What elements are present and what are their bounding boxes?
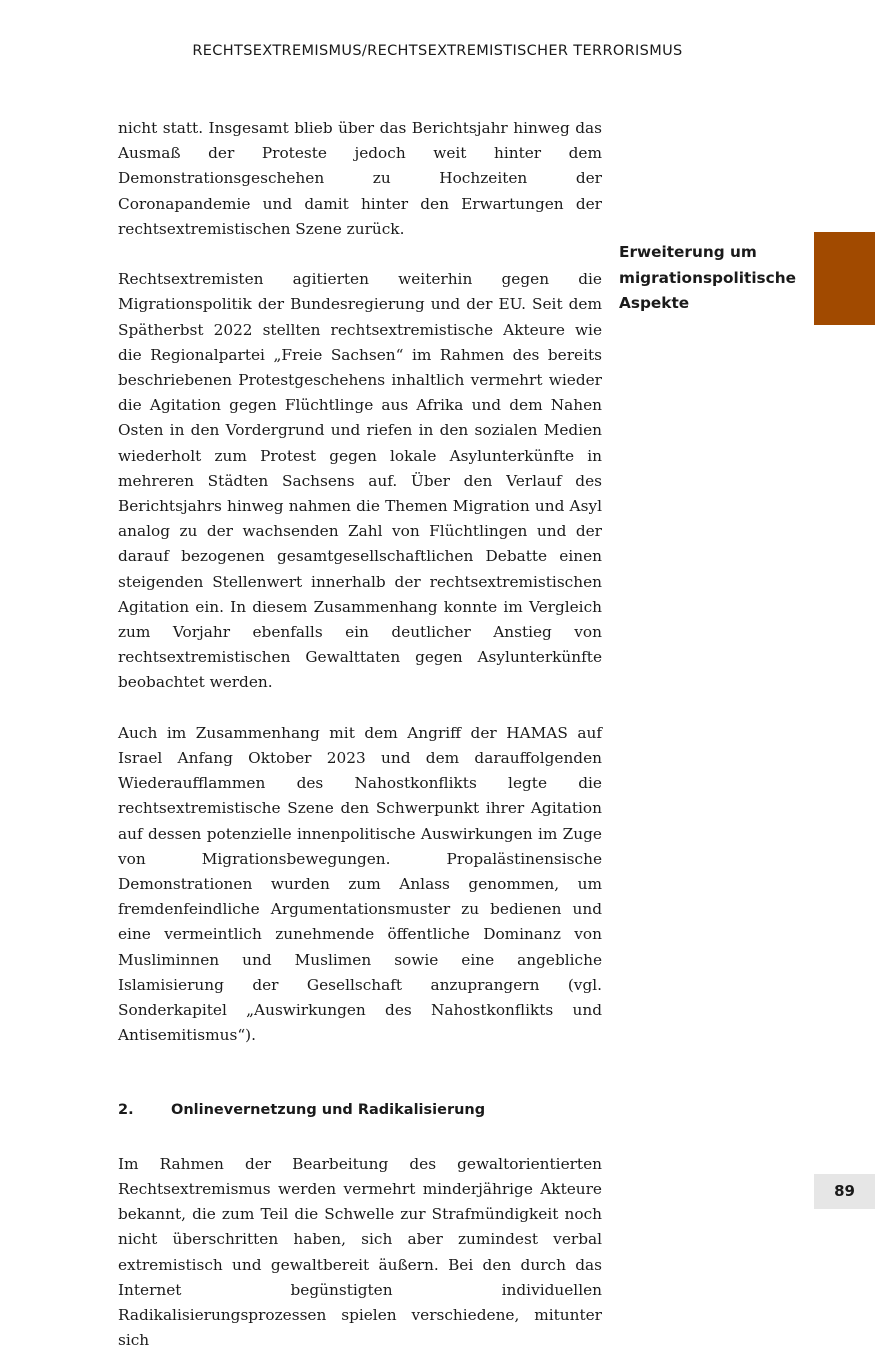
margin-note-line: migrationspolitische: [619, 268, 796, 287]
body-paragraph: nicht statt. Insgesamt blieb über das Berichtsjahr hinweg das Ausmaß der Proteste jedoch weit hinter dem Demonstrationsgeschehen zu Hochzeiten der Coronapandemie und damit hinter den Erwartungen der rechtsextremistischen Szene zurück.: [118, 119, 602, 238]
body-paragraph: Rechtsextremisten agitierten weiterhin gegen die Migrationspolitik der Bundesregierung und der EU. Seit dem Spätherbst 2022 stellten rechtsextremistische Akteure wie die Regionalpartei „Freie Sachsen“ im Rahmen des bereits beschriebenen Protestgeschehens inhaltlich vermehrt wieder die Agitation gegen Flüchtlinge aus Afrika und dem Nahen Osten in den Vordergrund und riefen in den sozialen Medien wiederholt zum Protest gegen lokale Asylunterkünfte in mehreren Städten Sachsens auf. Über den Verlauf des Berichtsjahrs hinweg nahmen die Themen Migration und Asyl analog zu der wachsenden Zahl von Flüchtlingen und der darauf bezogenen gesamtgesellschaftlichen Debatte einen steigenden Stellenwert innerhalb der rechtsextremistischen Agitation ein. In diesem Zusammenhang konnte im Vergleich zum Vorjahr ebenfalls ein deutlicher Anstieg von rechtsextremistischen Gewalttaten gegen Asylunterkünfte beobachtet werden.: [118, 270, 602, 692]
margin-note: [619, 240, 799, 317]
body-paragraph: Im Rahmen der Bearbeitung des gewaltorientierten Rechtsextremismus werden vermehrt minderjährige Akteure bekannt, die zum Teil die Schwelle zur Strafmündigkeit noch nicht überschritten haben, sich aber zumindest verbal extremistisch und gewaltbereit äußern. Bei den durch das Internet begünstigten individuellen Radikalisierungsprozessen spielen verschiedene, mitunter sich: [118, 1154, 602, 1350]
section-title: Onlinevernetzung und Radikalisierung: [171, 1102, 486, 1119]
section-number: 2.: [118, 1102, 134, 1119]
page-number: 89: [814, 1174, 875, 1209]
body-paragraph: Auch im Zusammenhang mit dem Angriff der HAMAS auf Israel Anfang Oktober 2023 und dem darauffolgenden Wiederaufflammen des Nahostkonflikts legte die rechtsextremistische Szene den Schwerpunkt ihrer Agitation auf dessen potenzielle innenpolitische Auswirkungen im Zuge von Migrationsbewegungen. Propalästinensische Demonstrationen wurden zum Anlass genommen, um fremdenfeindliche Argumentationsmuster zu bedienen und eine vermeintlich zunehmende öffentliche Dominanz von Musliminnen und Muslimen sowie eine angebliche Islamisierung der Gesellschaft anzuprangern (vgl. Sonderkapitel „Auswirkungen des Nahostkonflikts und Antisemitismus“).: [118, 723, 602, 1045]
chapter-tab-marker: [814, 232, 875, 325]
section-heading: [118, 1098, 602, 1123]
margin-note-line: Aspekte: [619, 294, 690, 312]
running-header: RECHTSEXTREMISMUS/RECHTSEXTREMISTISCHER TERRORISMUS: [192, 43, 683, 59]
margin-note-line: Erweiterung um: [619, 243, 757, 261]
main-text-column: [118, 116, 602, 1353]
